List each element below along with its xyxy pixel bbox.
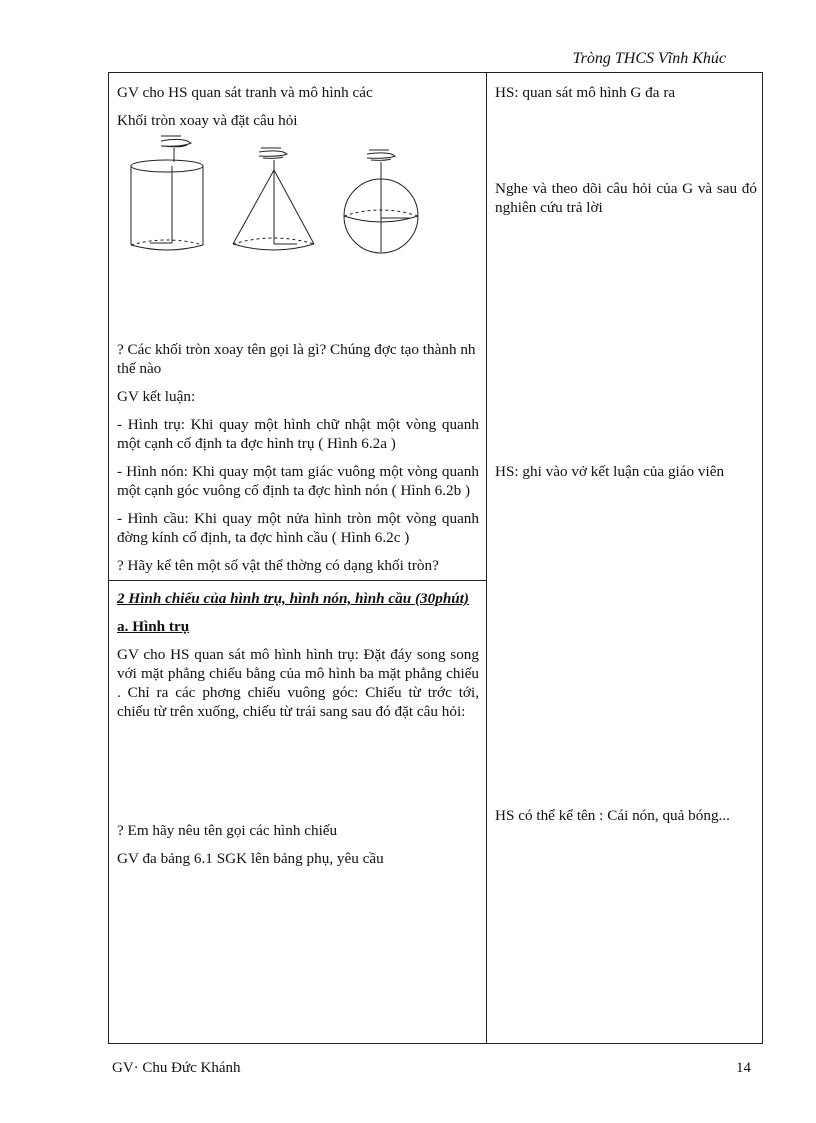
column-divider (486, 73, 487, 1043)
teacher-name: GV· Chu Đức Khánh (112, 1060, 241, 1076)
school-header: Tròng THCS Vĩnh Khúc (572, 50, 726, 67)
subsection-a-heading: a. Hình trụ (117, 618, 190, 635)
cone-figure (233, 148, 314, 250)
teacher-column (117, 83, 479, 877)
last-line: GV đa bảng 6.1 SGK lên bảng phụ, yêu cầu (117, 850, 384, 867)
section-rule (109, 580, 487, 581)
intro-line-1: GV cho HS quan sát tranh và mô hình các (117, 84, 373, 101)
student-response-3: HS: ghi vào vở kết luận của giáo viên (495, 463, 725, 480)
cylinder-definition: - Hình trụ: Khi quay một hình chữ nhật một vòng quanh một cạnh cố định ta đợc hình trụ ( Hình 6.2a ) (117, 416, 479, 452)
question-3: ? Em hãy nêu tên gọi các hình chiếu (117, 822, 338, 839)
student-response-1: HS: quan sát mô hình G đa ra (495, 84, 676, 101)
question-1: ? Các khối tròn xoay tên gọi là gì? Chúng đợc tạo thành nh thế nào (117, 341, 476, 377)
projection-instructions: GV cho HS quan sát mô hình hình trụ: Đặt đáy song song với mặt phẳng chiếu bằng của mô hình ba mặt phẳng chiếu . Chỉ ra các phơng chiếu vuông góc: Chiếu từ trớc tới, chiếu từ trên xuống, chiếu từ trái sang sau đó đặt câu hỏi: (117, 646, 479, 720)
cylinder-figure (131, 136, 203, 250)
page-number: 14 (736, 1060, 751, 1076)
question-2: ? Hãy kể tên một số vật thể thờng có dạng khối tròn? (117, 557, 439, 574)
sphere-definition: - Hình cầu: Khi quay một nửa hình tròn một vòng quanh đờng kính cố định, ta đợc hình cầu ( Hình 6.2c ) (117, 510, 479, 546)
conclusion-label: GV kết luận: (117, 388, 196, 405)
intro-line-2: Khối tròn xoay và đặt câu hỏi (117, 112, 298, 129)
student-response-4: HS có thể kể tên : Cái nón, quả bóng... (495, 807, 730, 824)
rotation-solids-figure (117, 134, 479, 330)
sphere-figure (344, 150, 418, 253)
lesson-table (108, 72, 763, 1044)
student-response-2: Nghe và theo dõi câu hỏi của G và sau đó nghiên cứu trả lời (495, 180, 757, 216)
section-2-heading: 2 Hình chiếu của hình trụ, hình nón, hình cầu (30phút) (117, 590, 469, 607)
cone-definition: - Hình nón: Khi quay một tam giác vuông một vòng quanh một cạnh góc vuông cố định ta đợc hình nón ( Hình 6.2b ) (117, 463, 479, 499)
